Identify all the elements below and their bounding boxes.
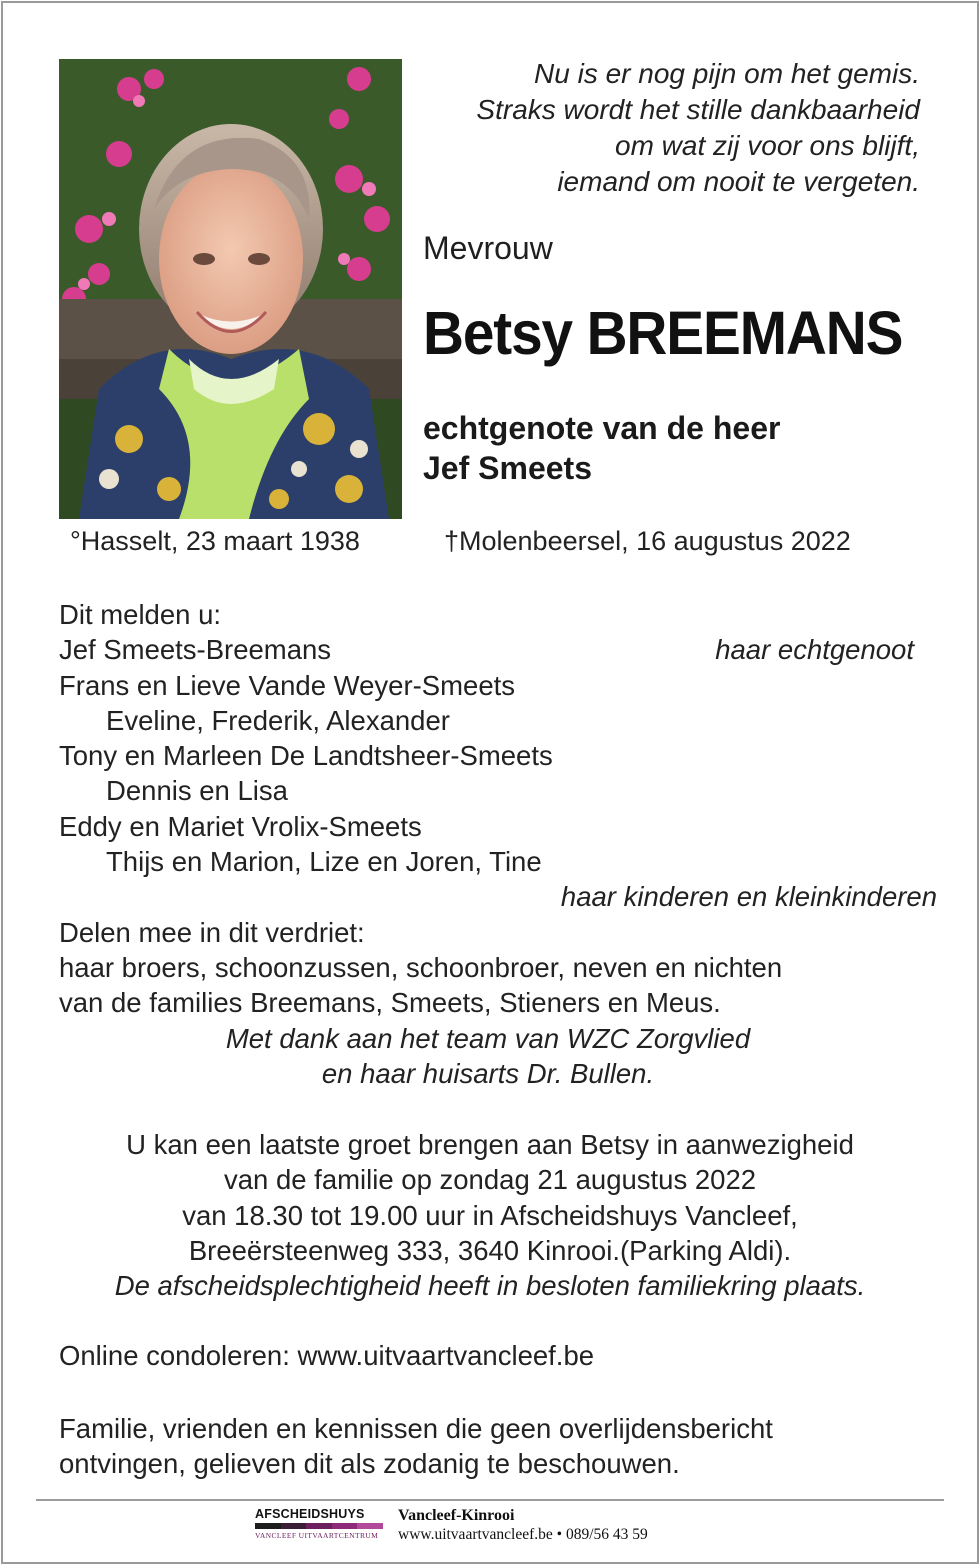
closing-line: Familie, vrienden en kennissen die geen overlijdensbericht [59, 1413, 773, 1444]
announcer-row: Tony en Marleen De Landtsheer-Smeets [59, 740, 553, 772]
logo-color-segment [332, 1523, 358, 1529]
portrait-photo [59, 59, 402, 519]
logo-subtitle: VANCLEEF UITVAARTCENTRUM [255, 1531, 379, 1540]
logo-color-segment [357, 1523, 383, 1529]
shared-line: haar broers, schoonzussen, schoonbroer, neven en nichten [59, 951, 783, 983]
grandchildren-row: Eveline, Frederik, Alexander [106, 704, 450, 736]
shared-intro: Delen mee in dit verdriet: [59, 916, 365, 948]
announcers-intro: Dit melden u: [59, 599, 222, 630]
announcer-row: Eddy en Mariet Vrolix-Smeets [59, 810, 422, 842]
logo-color-bar [255, 1523, 383, 1529]
poem-line: iemand om nooit te vergeten. [557, 166, 920, 197]
visitation-block [60, 1127, 920, 1303]
grandchildren-row: Dennis en Lisa [106, 775, 288, 807]
ceremony-note: De afscheidsplechtigheid heeft in besloten familiekring plaats. [114, 1270, 866, 1302]
contact-info: www.uitvaartvancleef.be • 089/56 43 59 [398, 1526, 648, 1543]
poem-line: Nu is er nog pijn om het gemis. [534, 58, 920, 89]
online-condolence: Online condoleren: www.uitvaartvancleef.be [59, 1340, 595, 1371]
visitation-line: U kan een laatste groet brengen aan Betsy in aanwezigheid [126, 1129, 854, 1160]
announcers-block [59, 597, 937, 1091]
logo-title: AFSCHEIDSHUYS [255, 1507, 365, 1521]
spouse-line: echtgenote van de heer [423, 410, 781, 446]
relation-label: haar echtgenoot [715, 634, 914, 666]
closing-line: ontvingen, gelieven dit als zodanig te beschouwen. [59, 1448, 680, 1480]
shared-line: van de families Breemans, Smeets, Stieners en Meus. [59, 987, 721, 1019]
relation-label: haar kinderen en kleinkinderen [560, 881, 937, 913]
poem-line: om wat zij voor ons blijft, [615, 130, 920, 161]
visitation-line: Breeërsteenweg 333, 3640 Kinrooi.(Parking Aldi). [188, 1234, 792, 1266]
footer-contact [398, 1506, 648, 1544]
relation-row [59, 879, 937, 914]
honorific: Mevrouw [423, 230, 553, 266]
thanks-line: Met dank aan het team van WZC Zorgvlied [225, 1022, 751, 1054]
announcer-name: Jef Smeets-Breemans [59, 634, 332, 666]
logo-color-segment [306, 1523, 332, 1529]
footer-divider [36, 1499, 944, 1501]
logo-color-segment [281, 1523, 307, 1529]
grandchildren-row: Thijs en Marion, Lize en Joren, Tine [106, 846, 542, 878]
thanks-line: en haar huisarts Dr. Bullen. [321, 1057, 655, 1089]
visitation-line: van 18.30 tot 19.00 uur in Afscheidshuys Vancleef, [182, 1199, 798, 1231]
death-info: †Molenbeersel, 16 augustus 2022 [444, 526, 851, 556]
closing-note [59, 1411, 773, 1482]
logo-color-segment [255, 1523, 281, 1529]
deceased-name: Betsy BREEMANS [423, 299, 903, 367]
birth-info: °Hasselt, 23 maart 1938 [70, 526, 360, 556]
spouse-info [423, 408, 780, 488]
spouse-name: Jef Smeets [423, 450, 592, 486]
announcer-row: Frans en Lieve Vande Weyer-Smeets [59, 669, 516, 701]
visitation-line: van de familie op zondag 21 augustus 2022 [223, 1164, 757, 1196]
funeral-home-logo [255, 1507, 383, 1541]
announcer-row [59, 632, 929, 667]
poem [400, 56, 920, 200]
company-name: Vancleef-Kinrooi [398, 1507, 515, 1524]
poem-line: Straks wordt het stille dankbaarheid [476, 94, 920, 125]
